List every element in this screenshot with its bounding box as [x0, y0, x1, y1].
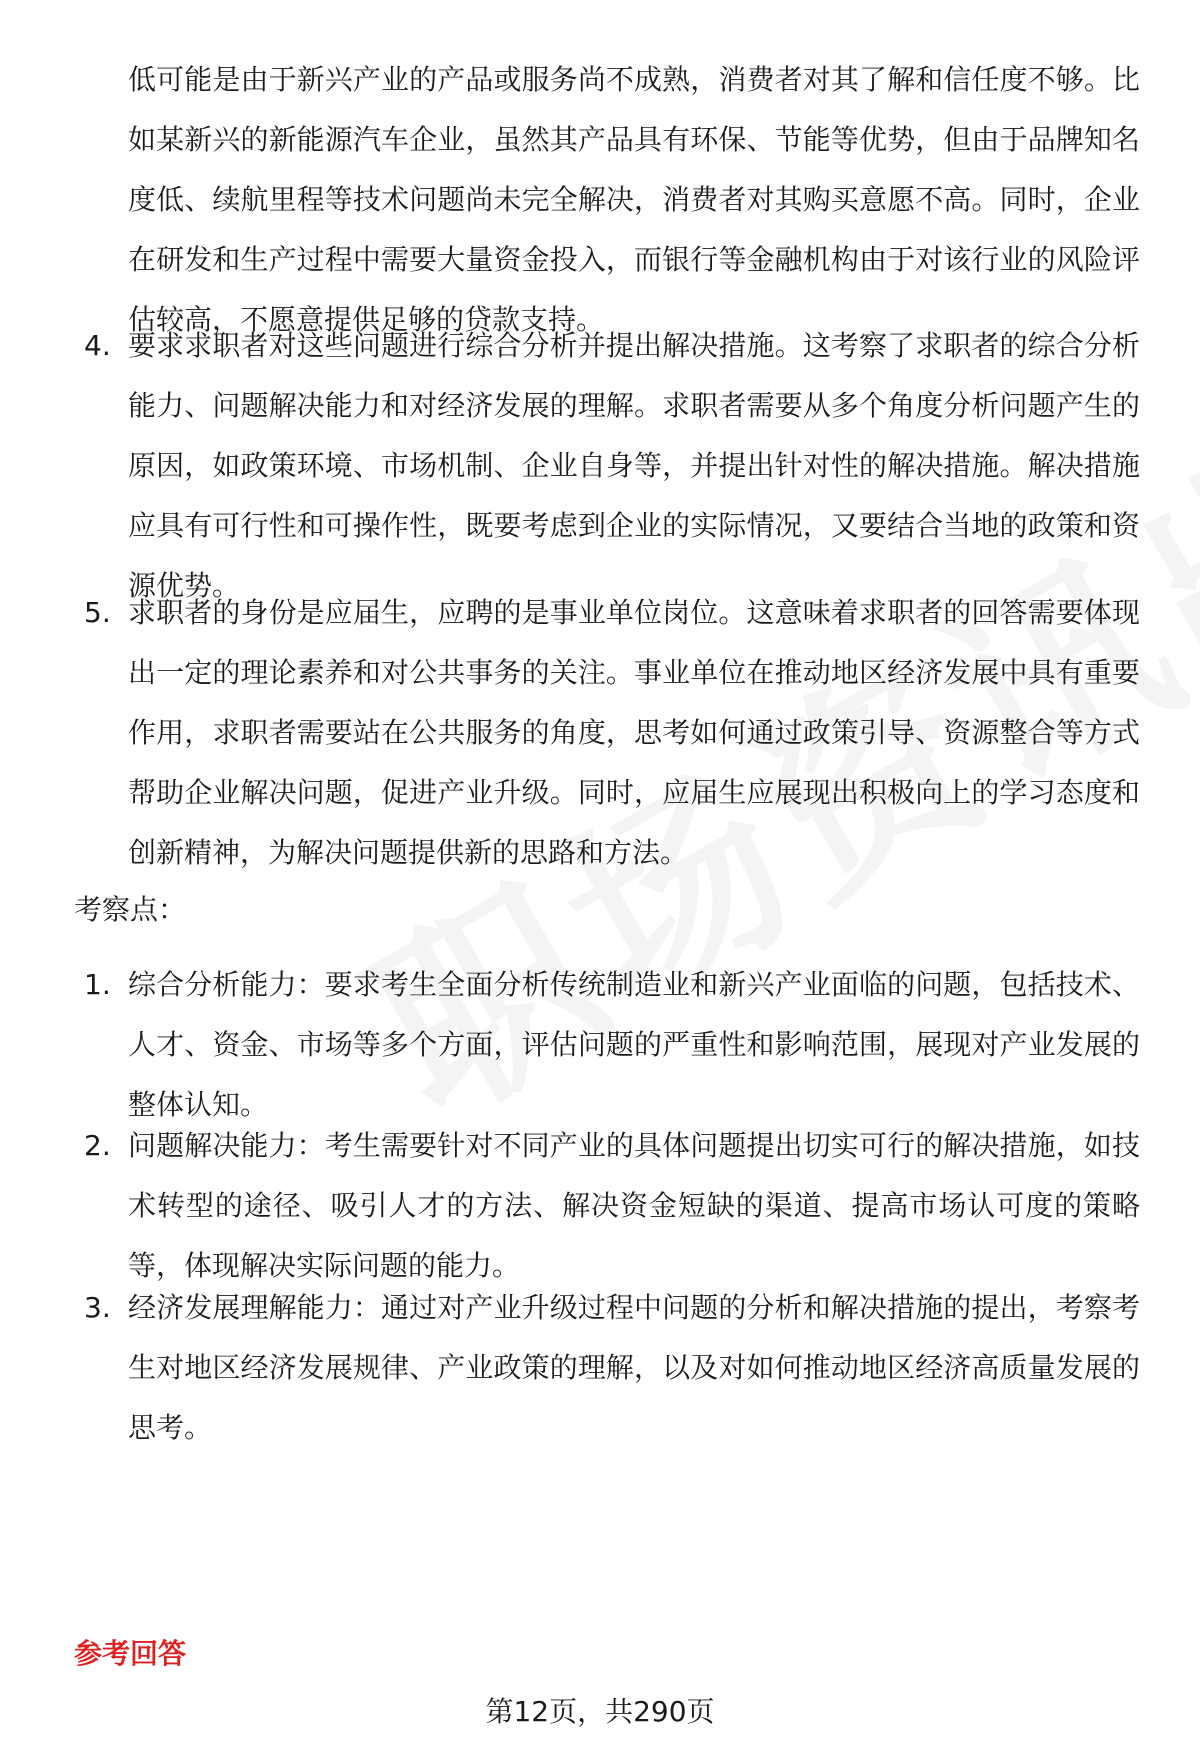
reference-answer-heading: 参考回答 [74, 1637, 187, 1670]
item-text: 要求求职者对这些问题进行综合分析并提出解决措施。这考察了求职者的综合分析能力、问题解决能力和对经济发展的理解。求职者需要从多个角度分析问题产生的原因，如政策环境、市场机制、企业自身等，并提出针对性的解决措施。解决措施应具有可行性和可操作性，既要考虑到企业的实际情况，又要结合当地的政策和资源优势。 [128, 329, 1140, 602]
analysis-item-4 [84, 316, 1140, 616]
analysis-item-5 [84, 583, 1140, 883]
point-item-1 [84, 955, 1140, 1135]
point-item-2 [84, 1116, 1140, 1296]
item-number: 2. [84, 1129, 111, 1162]
item-text: 经济发展理解能力：通过对产业升级过程中问题的分析和解决措施的提出，考察考生对地区经济发展规律、产业政策的理解，以及对如何推动地区经济高质量发展的思考。 [128, 1291, 1140, 1444]
section-label: 考察点： [74, 893, 187, 926]
item-number: 3. [84, 1291, 111, 1324]
item-number: 4. [84, 329, 111, 362]
item-number: 5. [84, 596, 111, 629]
point-item-3 [84, 1278, 1140, 1458]
page-footer: 第12页，共290页 [485, 1695, 715, 1728]
item-text: 问题解决能力：考生需要针对不同产业的具体问题提出切实可行的解决措施，如技术转型的途径、吸引人才的方法、解决资金短缺的渠道、提高市场认可度的策略等，体现解决实际问题的能力。 [128, 1129, 1140, 1282]
item-text: 求职者的身份是应届生，应聘的是事业单位岗位。这意味着求职者的回答需要体现出一定的理论素养和对公共事务的关注。事业单位在推动地区经济发展中具有重要作用，求职者需要站在公共服务的角度，思考如何通过政策引导、资源整合等方式帮助企业解决问题，促进产业升级。同时，应届生应展现出积极向上的学习态度和创新精神，为解决问题提供新的思路和方法。 [128, 596, 1140, 869]
continuation-paragraph: 低可能是由于新兴产业的产品或服务尚不成熟，消费者对其了解和信任度不够。比如某新兴的新能源汽车企业，虽然其产品具有环保、节能等优势，但由于品牌知名度低、续航里程等技术问题尚未完全解决，消费者对其购买意愿不高。同时，企业在研发和生产过程中需要大量资金投入，而银行等金融机构由于对该行业的风险评估较高，不愿意提供足够的贷款支持。 [128, 63, 1140, 336]
item-text: 综合分析能力：要求考生全面分析传统制造业和新兴产业面临的问题，包括技术、人才、资金、市场等多个方面，评估问题的严重性和影响范围，展现对产业发展的整体认知。 [128, 968, 1140, 1121]
item-number: 1. [84, 968, 111, 1001]
